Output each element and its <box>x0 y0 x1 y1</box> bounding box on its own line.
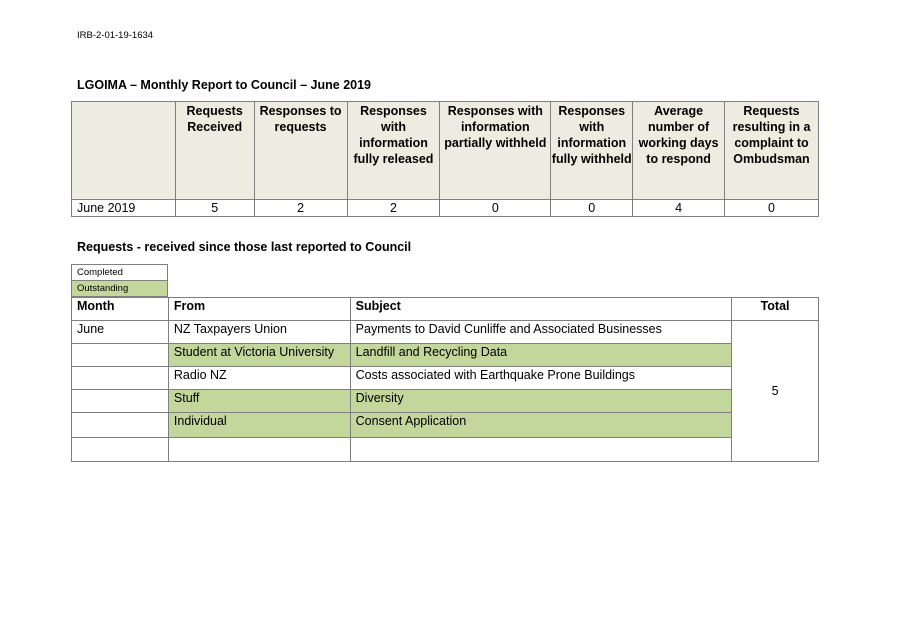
requests-title: Requests - received since those last reported to Council <box>77 240 412 254</box>
table-row <box>72 413 819 438</box>
row-from: Student at Victoria University <box>168 344 350 367</box>
summary-header-fully-released: Responses with information fully released <box>347 102 440 200</box>
row-subject: Landfill and Recycling Data <box>350 344 731 367</box>
row-month <box>72 367 169 390</box>
summary-header-fully-withheld: Responses with information fully withheld <box>551 102 633 200</box>
status-legend <box>71 264 168 297</box>
legend-outstanding: Outstanding <box>72 281 168 297</box>
row-from: NZ Taxpayers Union <box>168 321 350 344</box>
table-row <box>72 321 819 344</box>
summary-fully-withheld: 0 <box>551 200 633 217</box>
row-month <box>72 438 169 462</box>
header-total: Total <box>732 298 819 321</box>
legend-completed: Completed <box>72 265 168 281</box>
summary-requests-received: 5 <box>175 200 254 217</box>
header-from: From <box>168 298 350 321</box>
table-row <box>72 367 819 390</box>
table-row <box>72 344 819 367</box>
summary-header-partially-withheld: Responses with information partially withheld <box>440 102 551 200</box>
row-subject: Diversity <box>350 390 731 413</box>
requests-table <box>71 297 819 462</box>
row-from: Stuff <box>168 390 350 413</box>
row-month <box>72 344 169 367</box>
table-row <box>72 438 819 462</box>
summary-header-responses: Responses to requests <box>254 102 347 200</box>
summary-header-blank <box>72 102 176 200</box>
summary-data-row <box>72 200 819 217</box>
summary-average-days: 4 <box>633 200 725 217</box>
row-subject <box>350 438 731 462</box>
summary-table <box>71 101 819 217</box>
summary-month: June 2019 <box>72 200 176 217</box>
row-month <box>72 390 169 413</box>
summary-header-average-days: Average number of working days to respond <box>633 102 725 200</box>
header-month: Month <box>72 298 169 321</box>
summary-ombudsman: 0 <box>725 200 819 217</box>
row-subject: Costs associated with Earthquake Prone Buildings <box>350 367 731 390</box>
requests-total: 5 <box>732 321 819 462</box>
row-month <box>72 413 169 438</box>
row-month: June <box>72 321 169 344</box>
summary-title: LGOIMA – Monthly Report to Council – June 2019 <box>77 78 372 92</box>
summary-header-ombudsman: Requests resulting in a complaint to Ombudsman <box>725 102 819 200</box>
document-reference: IRB-2-01-19-1634 <box>77 30 154 41</box>
header-subject: Subject <box>350 298 731 321</box>
row-from: Individual <box>168 413 350 438</box>
row-subject: Consent Application <box>350 413 731 438</box>
summary-fully-released: 2 <box>347 200 440 217</box>
summary-header-requests-received: Requests Received <box>175 102 254 200</box>
row-from <box>168 438 350 462</box>
summary-responses: 2 <box>254 200 347 217</box>
row-subject: Payments to David Cunliffe and Associated Businesses <box>350 321 731 344</box>
requests-header-row <box>72 298 819 321</box>
row-from: Radio NZ <box>168 367 350 390</box>
table-row <box>72 390 819 413</box>
summary-header-row <box>72 102 819 200</box>
summary-partially-withheld: 0 <box>440 200 551 217</box>
